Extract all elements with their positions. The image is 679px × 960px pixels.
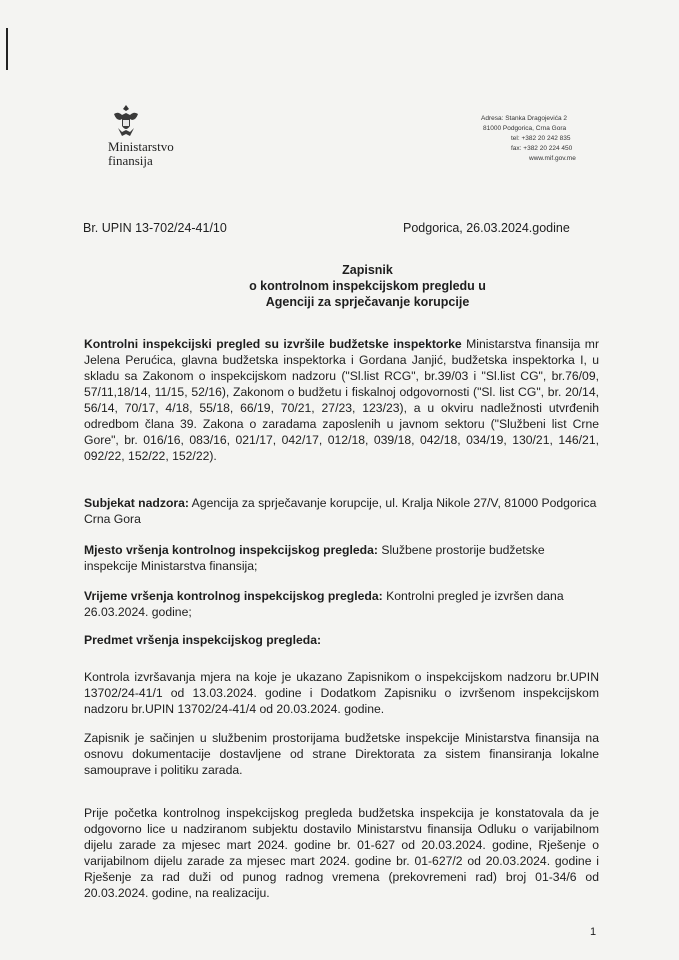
contact-tel: tel: +382 20 242 835	[511, 135, 571, 142]
intro-paragraph	[84, 336, 599, 464]
scan-edge-mark	[6, 28, 8, 70]
place-text: Službene prostorije budžetske inspekcije Ministarstva finansija;	[84, 543, 545, 573]
time-label: Vrijeme vršenja kontrolnog inspekcijskog pregleda:	[84, 589, 383, 603]
coat-of-arms-logo	[108, 102, 148, 140]
control-paragraph: Kontrola izvršavanja mjera na koje je ukazano Zapisnikom o inspekcijskom nadzoru br.UPIN 13702/24-41/1 od 13.03.2024. godine i Dodatkom Zapisniku o izvršenom inspekcijskom nadzoru br.UPIN 13702/24-41/4 od 20.03.2024. godine.	[84, 670, 599, 716]
contact-address: Adresa: Stanka Dragojevića 2	[481, 115, 567, 122]
contact-city: 81000 Podgorica, Crna Gora	[483, 125, 567, 132]
before-paragraph: Prije početka kontrolnog inspekcijskog pregleda budžetska inspekcija je konstatovala da je odgovorno lice u nadziranom subjektu dostavilo Ministarstvu finansija Odluku o varijabilnom dijelu zarade za mjesec mart 2024. godine br. 01-627 od 20.03.2024. godine, Rješenje o varijabilnom dijelu zarade za mjesec mart 2024. godine br. 01-627/2 od 20.03.2024. godine i Rješenje za rad duži od punog radnog vremena (prekovremeni rad) broj 01-34/6 od 20.03.2024. godine, na realizaciju.	[84, 806, 599, 900]
subject-matter-label: Predmet vršenja inspekcijskog pregleda:	[84, 633, 322, 647]
contact-block	[481, 114, 576, 164]
contact-web: www.mif.gov.me	[529, 155, 576, 162]
intro-text: Ministarstva finansija mr Jelena Perućica, glavna budžetska inspektorka i Gordana Janjić, budžetska inspektorka I, u skladu sa Zakonom o inspekcijskom nadzoru ("Sl.list RCG", br.39/03 i "Sl.list CG", br.76/09, 57/11,18/14, 11/15, 52/16), Zakonom o budžetu i fiskalnoj odgovornosti ("Sl. list CG", br. 20/14, 56/14, 70/17, 4/18, 55/18, 66/19, 70/21, 27/23, 123/23), a u okviru nadležnosti utvrđenih odredbom člana 39. Zakona o zaradama zaposlenih u javnom sektoru ("Službeni list Crne Gore", br. 016/16, 083/16, 021/17, 042/17, 012/18, 039/18, 042/18, 034/19, 130/21, 146/21, 092/22, 152/22, 152/22).	[84, 337, 599, 463]
time-text: Kontrolni pregled je izvršen dana 26.03.2024. godine;	[84, 589, 564, 619]
ministry-line-1: Ministarstvo	[108, 139, 174, 154]
contact-fax: fax: +382 20 224 450	[511, 145, 573, 152]
document-title	[0, 262, 679, 310]
subject-text: Agencija za sprječavanje korupcije, ul. Kralja Nikole 27/V, 81000 Podgorica Crna Gora	[84, 496, 597, 526]
made-paragraph: Zapisnik je sačinjen u službenim prostorijama budžetske inspekcije Ministarstva finansija na osnovu dokumentacije dostavljene od strane Direktorata za sistem finansiranja lokalne samouprave i politiku zarada.	[84, 731, 599, 777]
place-label: Mjesto vršenja kontrolnog inspekcijskog pregleda:	[84, 543, 378, 557]
title-line-2: o kontrolnom inspekcijskom pregledu u	[249, 279, 486, 293]
subject-paragraph	[84, 495, 599, 527]
intro-bold: Kontrolni inspekcijski pregled su izvršile budžetske inspektorke	[84, 337, 462, 351]
document-number: Br. UPIN 13-702/24-41/10	[83, 221, 227, 235]
page-number: 1	[590, 926, 597, 938]
place-date: Podgorica, 26.03.2024.godine	[403, 221, 570, 235]
subject-label: Subjekat nadzora:	[84, 496, 189, 510]
ministry-name	[108, 140, 174, 168]
title-line-1: Zapisnik	[342, 263, 393, 277]
ministry-line-2: finansija	[108, 153, 153, 168]
place-paragraph	[84, 542, 599, 574]
title-line-3: Agenciji za sprječavanje korupcije	[265, 295, 470, 309]
subject-matter-heading	[84, 632, 599, 648]
time-paragraph	[84, 588, 599, 620]
